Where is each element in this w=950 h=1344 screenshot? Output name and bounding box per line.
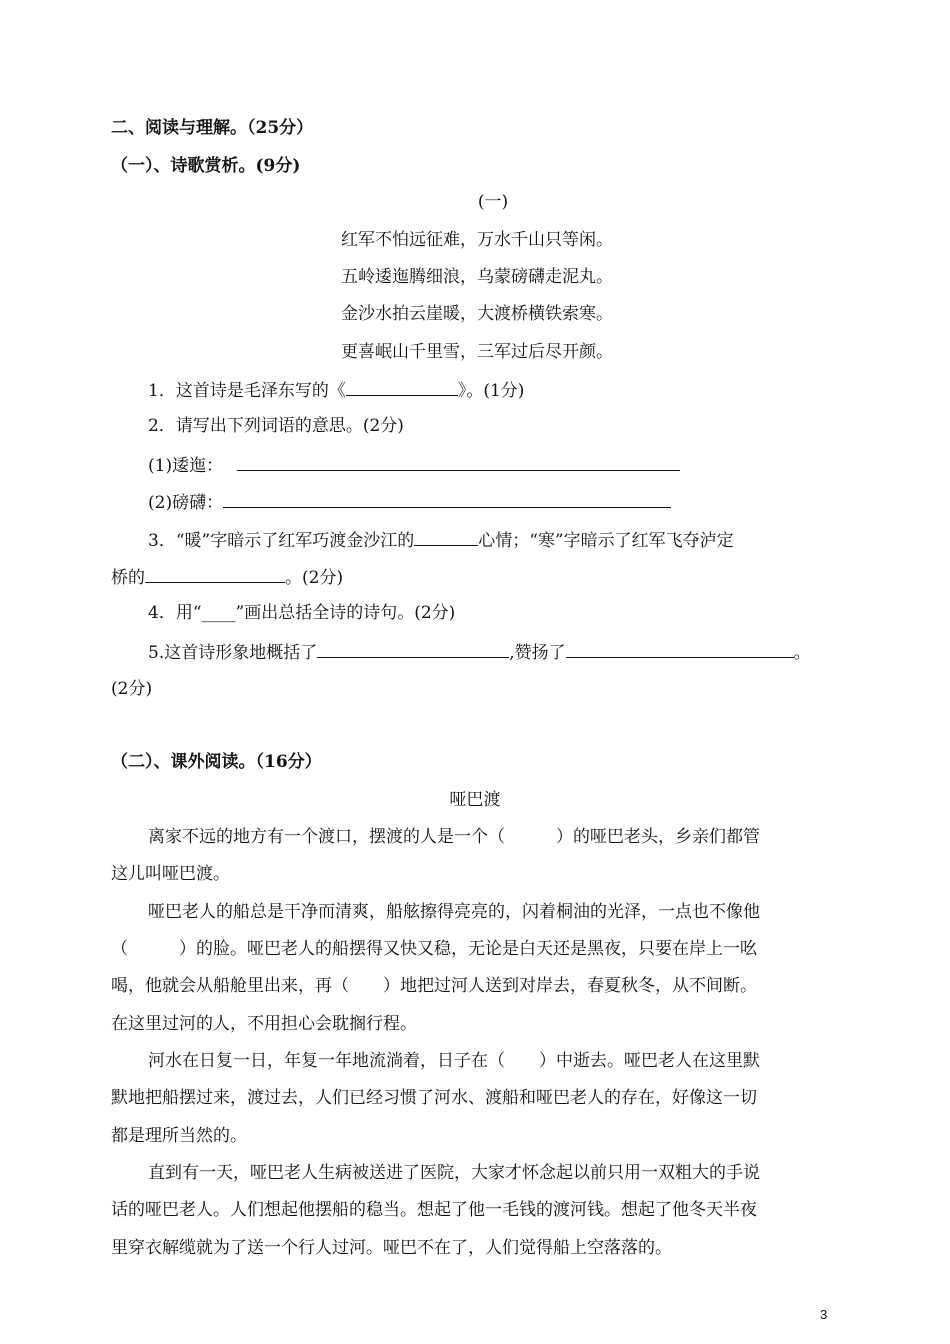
part2-title: （二）、课外阅读。（16分）	[111, 752, 322, 772]
poem-line-4: 更喜岷山千里雪，三军过后尽开颜。	[341, 342, 613, 362]
story-line-10: 直到有一天，哑巴老人生病被送进了医院，大家才怀念起以前只用一双粗大的手说	[148, 1163, 760, 1183]
q3-answer-blank-1[interactable]	[414, 527, 478, 546]
question-2b	[148, 489, 671, 515]
poem-line-1: 红军不怕远征难，万水千山只等闲。	[341, 230, 613, 250]
q2b-label: (2)磅礴：	[148, 493, 224, 513]
question-3	[148, 527, 734, 553]
story-line-4: （ ）的脸。哑巴老人的船摆得又快又稳，无论是白天还是黑夜，只要在岸上一吆	[111, 939, 757, 959]
q5-answer-blank-1[interactable]	[317, 639, 509, 658]
story-title: 哑巴渡	[449, 790, 501, 810]
poem-line-2: 五岭逶迤腾细浪，乌蒙磅礴走泥丸。	[341, 267, 613, 287]
q1-suffix: 》。(1分)	[457, 381, 525, 401]
question-2a	[148, 452, 680, 478]
q5-prefix: 5.这首诗形象地概括了	[148, 643, 318, 663]
poem-line-3: 金沙水拍云崖暖，大渡桥横铁索寒。	[341, 304, 613, 324]
q1-prefix: 1．这首诗是毛泽东写的《	[148, 381, 346, 401]
q3-line2-suffix: 。(2分)	[285, 568, 344, 588]
section-title: 二、阅读与理解。（25分）	[111, 118, 314, 138]
q2a-answer-blank[interactable]	[237, 452, 680, 471]
q3-line2-prefix: 桥的	[111, 568, 145, 588]
question-2: 2．请写出下列词语的意思。(2分)	[148, 416, 404, 436]
question-5	[148, 639, 811, 665]
part1-title: （一）、诗歌赏析。(9分)	[111, 156, 301, 176]
question-4	[148, 601, 455, 625]
story-line-2: 这儿叫哑巴渡。	[111, 864, 230, 884]
question-3-cont	[111, 564, 343, 590]
story-line-5: 喝，他就会从船舱里出来，再（ ）地把过河人送到对岸去，春夏秋冬，从不间断。	[111, 976, 757, 996]
question-5-score: (2分)	[111, 679, 153, 699]
q5-answer-blank-2[interactable]	[566, 639, 794, 658]
story-line-6: 在这里过河的人，不用担心会耽搁行程。	[111, 1014, 417, 1034]
q3-answer-blank-2[interactable]	[145, 564, 285, 583]
q5-middle: ,赞扬了	[509, 643, 566, 663]
poem-mark: (一)	[477, 192, 509, 212]
q4-suffix: ”画出总括全诗的诗句。(2分)	[235, 603, 456, 623]
q4-blank: ____	[201, 603, 236, 623]
story-line-7: 河水在日复一日，年复一年地流淌着，日子在（ ）中逝去。哑巴老人在这里默	[148, 1051, 760, 1071]
story-line-3: 哑巴老人的船总是干净而清爽，船舷擦得亮亮的，闪着桐油的光泽，一点也不像他	[148, 902, 760, 922]
q1-answer-blank[interactable]	[346, 377, 458, 396]
story-line-1: 离家不远的地方有一个渡口，摆渡的人是一个（ ）的哑巴老头，乡亲们都管	[148, 827, 760, 847]
story-line-9: 都是理所当然的。	[111, 1126, 247, 1146]
q3-middle: 心情；“寒”字暗示了红军飞夺泸定	[478, 531, 734, 551]
story-line-8: 默地把船摆过来，渡过去，人们已经习惯了河水、渡船和哑巴老人的存在，好像这一切	[111, 1088, 757, 1108]
q2a-label: (1)逶迤：	[148, 456, 224, 476]
q5-suffix: 。	[793, 643, 811, 663]
story-line-11: 话的哑巴老人。人们想起他摆船的稳当。想起了他一毛钱的渡河钱。想起了他冬天半夜	[111, 1200, 757, 1220]
q2b-answer-blank[interactable]	[223, 489, 671, 508]
q4-prefix: 4．用“	[148, 603, 202, 623]
q3-prefix: 3．“暖”字暗示了红军巧渡金沙江的	[148, 531, 415, 551]
page-number: 3	[820, 1307, 828, 1322]
story-line-12: 里穿衣解缆就为了送一个行人过河。哑巴不在了，人们觉得船上空落落的。	[111, 1238, 672, 1258]
question-1	[148, 377, 524, 403]
